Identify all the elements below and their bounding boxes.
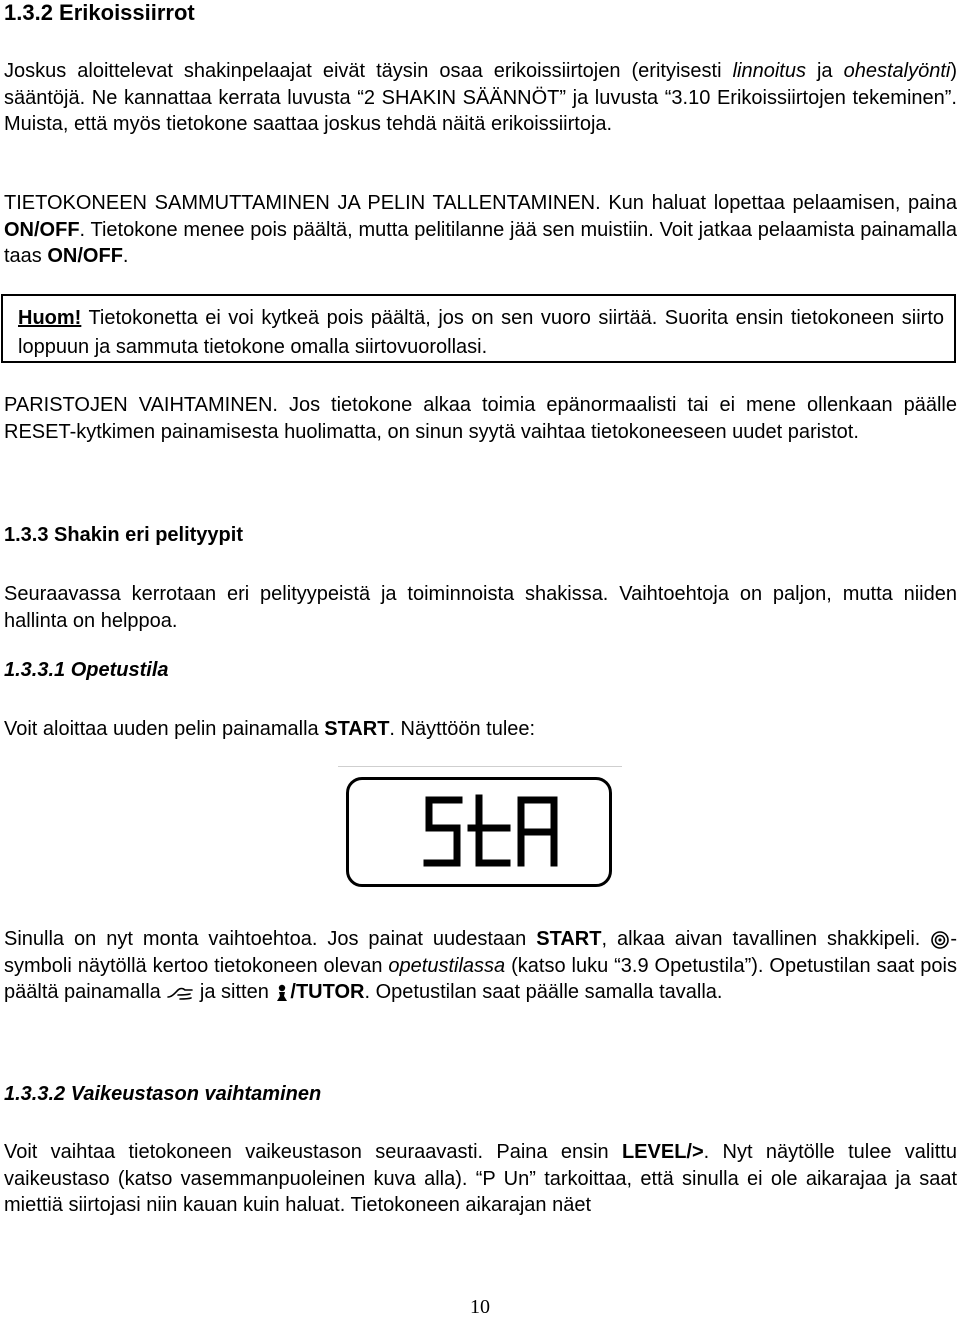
tutor-key-label: /TUTOR <box>290 981 365 1003</box>
lcd-display <box>346 777 612 887</box>
tutor-options-paragraph <box>4 926 957 1006</box>
text-run: Tietokonetta ei voi kytkeä pois päältä, jos on sen vuoro siirtää. Suorita ensin tietokoneen siirto loppuun ja sammuta tietokone omalla siirtovuorollasi. <box>18 307 944 358</box>
tutor-mode-term: opetustilassa <box>388 954 506 977</box>
heading-difficulty: 1.3.3.2 Vaikeustason vaihtaminen <box>4 1083 322 1105</box>
section-title: 1.3.2 Erikoissiirrot <box>4 0 195 25</box>
hand-icon <box>166 983 194 1003</box>
text-run: Voit vaihtaa tietokoneen vaikeustason seuraavasti. Paina ensin <box>4 1141 622 1163</box>
text-run: -symboli näytöllä kertoo tietokoneen olevan <box>4 928 957 977</box>
segment-s <box>427 800 459 863</box>
heading-game-types: 1.3.3 Shakin eri pelityypit <box>4 524 243 546</box>
on-off-key-label: ON/OFF <box>47 245 123 267</box>
target-circle-icon <box>930 930 950 950</box>
text-run: (katso luku “3.9 Opetustila”). Opetustilan saat pois päältä painamalla <box>4 954 957 1003</box>
start-key-label: START <box>536 928 602 950</box>
segment-t <box>471 798 507 863</box>
start-paragraph <box>4 716 957 743</box>
text-run: . Opetustilan saat päälle samalla tavalla. <box>364 981 723 1003</box>
game-types-paragraph: Seuraavassa kerrotaan eri pelityypeistä ja toiminnoista shakissa. Vaihtoehtoja on paljon, mutta niiden hallinta on helppoa. <box>4 583 957 632</box>
note-text <box>18 304 944 362</box>
special-moves-paragraph <box>4 58 957 138</box>
page-number: 10 <box>470 1296 490 1318</box>
shutdown-paragraph <box>4 190 957 270</box>
castling-term: linnoitus <box>732 60 806 82</box>
text-run: , alkaa aivan tavallinen shakkipeli. <box>601 928 931 950</box>
level-key-label: LEVEL/> <box>621 1141 704 1163</box>
lcd-segment-text <box>349 780 609 884</box>
lcd-figure <box>338 766 622 895</box>
text-run: . <box>122 245 129 267</box>
text-run: ja sitten <box>194 981 275 1003</box>
en-passant-term: ohestalyönti <box>843 60 951 82</box>
text-run: . Nyt näytölle tulee valittu vaikeustaso (katso vasemmanpuoleinen kuva alla). “P Un” tarkoittaa, että sinulla ei ole aikarajaa ja saat miettiä siirtojasi niin kauan kuin haluat. Tietokoneen aikarajan näet <box>4 1141 957 1216</box>
text-run: Sinulla on nyt monta vaihtoehtoa. Jos painat uudestaan <box>4 928 537 950</box>
difficulty-paragraph <box>4 1139 957 1219</box>
segment-a <box>521 800 554 863</box>
note-box <box>1 294 956 363</box>
chess-pawn-icon <box>274 983 290 1003</box>
heading-tutor-mode: 1.3.3.1 Opetustila <box>4 659 169 681</box>
text-run: TIETOKONEEN SAMMUTTAMINEN JA PELIN TALLENTAMINEN. Kun haluat lopettaa pelaamisen, paina <box>4 192 957 214</box>
start-key-label: START <box>324 718 390 740</box>
note-label: Huom! <box>18 307 82 329</box>
on-off-key-label: ON/OFF <box>4 218 80 241</box>
text-run: Voit aloittaa uuden pelin painamalla <box>4 718 325 740</box>
text-run: ja <box>805 60 844 82</box>
text-run: ) sääntöjä. Ne kannattaa kerrata luvusta “2 SHAKIN SÄÄNNÖT” ja luvusta “3.10 Erikoissiirtojen tekeminen”. Muista, että myös tietokone saattaa joskus tehdä näitä erikoissiirtoja. <box>4 60 958 135</box>
text-run: . Tietokone menee pois päältä, mutta pelitilanne jää sen muistiin. Voit jatkaa pelaamista painamalla taas <box>4 218 957 267</box>
text-run: . Näyttöön tulee: <box>389 718 536 740</box>
batteries-paragraph: PARISTOJEN VAIHTAMINEN. Jos tietokone alkaa toimia epänormaalisti tai ei mene ollenkaan päälle RESET-kytkimen painamisesta huolimatta, on sinun syytä vaihtaa tietokoneeseen uudet paristot. <box>4 394 957 443</box>
text-run: Joskus aloittelevat shakinpelaajat eivät täysin osaa erikoissiirtojen (erityisesti <box>4 60 733 82</box>
